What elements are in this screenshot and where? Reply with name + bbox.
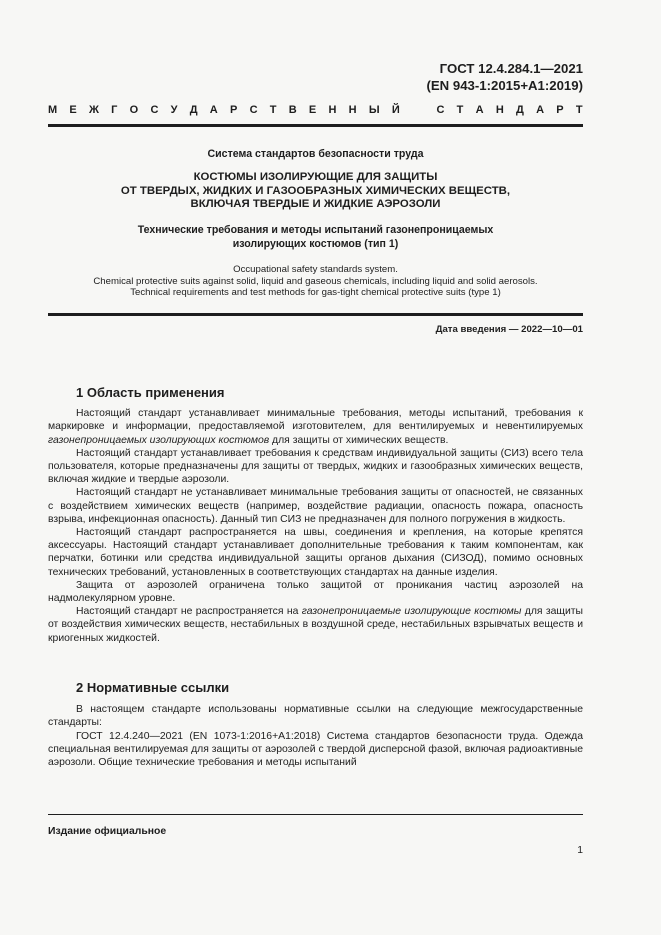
subtitle (48, 224, 583, 251)
banner-letter: Д (516, 104, 524, 116)
banner-letter: Р (556, 104, 564, 116)
subtitle-line: Технические требования и методы испытаний газонепроницаемых (137, 224, 494, 236)
title-rule (48, 313, 583, 316)
banner-letter: О (129, 104, 139, 116)
section-heading: 1 Область применения (76, 385, 225, 400)
banner-letter: Н (348, 104, 357, 116)
main-title-line: КОСТЮМЫ ИЗОЛИРУЮЩИЕ ДЛЯ ЗАЩИТЫ (193, 171, 438, 183)
banner-letter: А (536, 104, 545, 116)
header-rule (48, 124, 583, 127)
banner-letter: М (48, 104, 58, 116)
introduction-date: Дата введения — 2022—10—01 (435, 324, 583, 335)
page-number: 1 (577, 845, 583, 856)
english-title (48, 264, 583, 299)
main-title (48, 171, 583, 212)
banner-letter: Т (269, 104, 277, 116)
banner-letter: Е (308, 104, 317, 116)
banner-letter: У (170, 104, 178, 116)
banner-letter: А (475, 104, 484, 116)
banner-letter: Й (391, 104, 400, 116)
english-title-line: Occupational safety standards system. (233, 264, 398, 275)
banner-letter: Н (495, 104, 504, 116)
banner-letter: В (288, 104, 297, 116)
paragraph: Настоящий стандарт устанавливает требования к средствам индивидуальной защиты (СИЗ) всего тела пользователя, которые предназначены для защиты от твердых, жидких и газообразных химических веществ, включая жидкие и твердые аэрозоли. (48, 447, 583, 486)
paragraph: В настоящем стандарте использованы нормативные ссылки на следующие межгосударственные стандарты: (48, 704, 583, 729)
banner-letter: Р (229, 104, 238, 116)
paragraph: Настоящий стандарт распространяется на швы, соединения и крепления, на которые крепятся аксессуары. Настоящий стандарт устанавливает дополнительные требования к таким компонентам, как перчатки, ботинки или средства индивидуальной защиты органов дыхания (СИЗОД), помимо основных технических требований, установленных в соответствующих стандартах на данные изделия. (48, 527, 583, 578)
banner-letter: Е (69, 104, 77, 116)
banner-letter: Ы (368, 104, 380, 116)
paragraph: ГОСТ 12.4.240—2021 (EN 1073-1:2016+A1:2018) Система стандартов безопасности труда. Одежда специальная вентилируемая для защиты от аэрозолей с твердой дисперсной фазой, включая радиоактивные аэрозоли. Общие технические требования и методы испытаний (48, 730, 583, 769)
system-title: Система стандартов безопасности труда (207, 148, 424, 160)
interstate-standard-banner (48, 104, 583, 116)
main-title-line: ОТ ТВЕРДЫХ, ЖИДКИХ И ГАЗООБРАЗНЫХ ХИМИЧЕСКИХ ВЕЩЕСТВ, (120, 184, 511, 197)
main-title-line: ВКЛЮЧАЯ ТВЕРДЫЕ И ЖИДКИЕ АЭРОЗОЛИ (190, 198, 441, 211)
banner-letter: Т (456, 104, 464, 116)
standard-code-block (426, 60, 583, 94)
subtitle-line: изолирующих костюмов (тип 1) (232, 237, 399, 250)
paragraph: Защита от аэрозолей ограничена только защитой от проникания частиц аэрозолей на надмолекулярном уровне. (48, 579, 583, 605)
banner-letter: А (209, 104, 218, 116)
banner-letter: Д (189, 104, 198, 116)
standard-en-code: (EN 943-1:2015+A1:2019) (426, 78, 583, 93)
banner-letter: С (436, 104, 445, 116)
standard-code: ГОСТ 12.4.284.1—2021 (439, 61, 583, 76)
paragraph: Настоящий стандарт устанавливает минимальные требования, методы испытаний, требования к маркировке и информации, предоставляемой изготовителем, для вентилируемых и невентилируемых газонепроницаемых изолирующих костюмов для защиты от химических веществ. (48, 408, 583, 446)
banner-letter: Т (575, 104, 583, 116)
banner-letter: Ж (88, 104, 99, 116)
banner-letter: С (249, 104, 258, 116)
english-title-line: Chemical protective suits against solid, liquid and gaseous chemicals, including liquid and solid aerosols. (93, 275, 538, 287)
paragraph: Настоящий стандарт не устанавливает минимальные требования защиты от опасностей, не связанных с воздействием химических веществ (например, воздействие радиации, опасность пожара, опасность взрыва, инфекционная опасность). Данный тип СИЗ не предназначен для полного погружения в жидкость. (48, 487, 583, 525)
official-edition-label: Издание официальное (48, 826, 167, 837)
banner-letter: Н (328, 104, 337, 116)
section-references (48, 681, 583, 769)
banner-letter: С (150, 104, 159, 116)
paragraph: Настоящий стандарт не распространяется на газонепроницаемые изолирующие костюмы для защиты от воздействия химических веществ, нестабильных в воздушной среде, нестабильных взрывчатых веществ и криогенных жидкостей. (48, 606, 584, 644)
footer-rule (48, 814, 583, 815)
section-scope (48, 386, 583, 645)
section-heading: 2 Нормативные ссылки (76, 680, 230, 695)
banner-letter: Г (111, 104, 118, 116)
english-title-line: Technical requirements and test methods for gas-tight chemical protective suits (type 1) (130, 287, 501, 299)
